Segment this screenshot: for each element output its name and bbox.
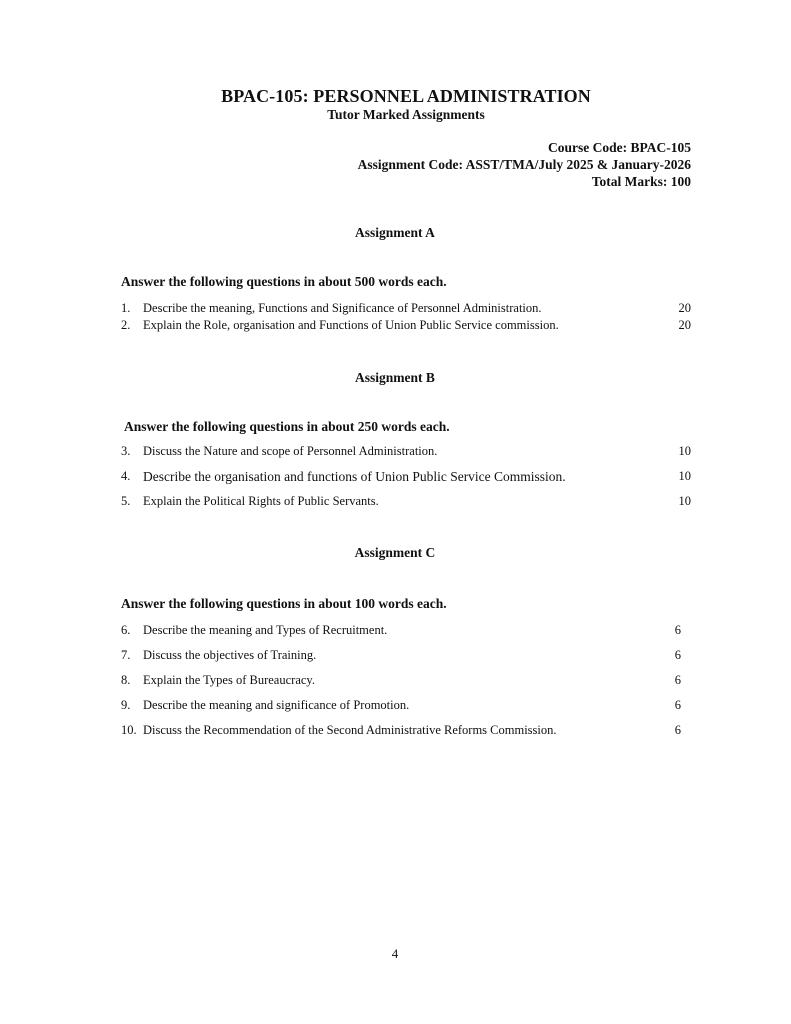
question-text: Discuss the Recommendation of the Second Administrative Reforms Commission. bbox=[143, 723, 557, 737]
course-code: Course Code: BPAC-105 bbox=[548, 140, 691, 155]
question-marks: 10 bbox=[678, 444, 691, 458]
document-title: BPAC-105: PERSONNEL ADMINISTRATION bbox=[221, 86, 591, 106]
question-item bbox=[121, 648, 691, 666]
question-item bbox=[121, 673, 691, 691]
question-marks: 6 bbox=[674, 723, 681, 737]
section-instruction-c: Answer the following questions in about 100 words each. bbox=[121, 596, 447, 611]
question-text: Explain the Role, organisation and Functions of Union Public Service commission. bbox=[143, 318, 559, 332]
assignment-code: Assignment Code: ASST/TMA/July 2025 & January-2026 bbox=[357, 157, 691, 172]
question-text: Describe the meaning, Functions and Significance of Personnel Administration. bbox=[143, 301, 542, 315]
question-text: Discuss the Nature and scope of Personnel Administration. bbox=[143, 444, 438, 458]
total-marks: Total Marks: 100 bbox=[591, 174, 691, 189]
question-number: 9. bbox=[121, 698, 131, 712]
question-item bbox=[121, 301, 691, 319]
document-subtitle: Tutor Marked Assignments bbox=[327, 107, 485, 122]
question-item bbox=[121, 318, 691, 336]
question-marks: 6 bbox=[674, 698, 681, 712]
section-instruction-a: Answer the following questions in about 500 words each. bbox=[121, 274, 447, 289]
question-number: 4. bbox=[121, 469, 131, 483]
question-text: Describe the meaning and Types of Recruitment. bbox=[143, 623, 388, 637]
question-text: Discuss the objectives of Training. bbox=[143, 648, 317, 662]
question-item bbox=[121, 623, 691, 641]
question-item bbox=[121, 723, 691, 741]
question-text: Describe the meaning and significance of Promotion. bbox=[143, 698, 410, 712]
question-marks: 6 bbox=[674, 673, 681, 687]
question-text: Describe the organisation and functions of Union Public Service Commission. bbox=[143, 469, 566, 484]
question-number: 1. bbox=[121, 301, 131, 315]
page-number: 4 bbox=[391, 946, 399, 961]
question-number: 5. bbox=[121, 494, 131, 508]
question-number: 2. bbox=[121, 318, 131, 332]
question-item bbox=[121, 444, 691, 462]
question-item bbox=[121, 698, 691, 716]
question-marks: 10 bbox=[678, 494, 691, 508]
question-number: 10. bbox=[121, 723, 137, 737]
question-number: 7. bbox=[121, 648, 131, 662]
section-heading-b: Assignment B bbox=[355, 370, 435, 385]
question-marks: 10 bbox=[678, 469, 691, 483]
question-marks: 20 bbox=[678, 318, 691, 332]
question-marks: 6 bbox=[674, 648, 681, 662]
question-item bbox=[121, 469, 691, 487]
question-marks: 6 bbox=[674, 623, 681, 637]
question-number: 8. bbox=[121, 673, 131, 687]
section-heading-a: Assignment A bbox=[355, 225, 435, 240]
question-number: 6. bbox=[121, 623, 131, 637]
section-instruction-b: Answer the following questions in about 250 words each. bbox=[124, 419, 450, 434]
question-text: Explain the Political Rights of Public Servants. bbox=[143, 494, 379, 508]
question-number: 3. bbox=[121, 444, 131, 458]
question-item bbox=[121, 494, 691, 512]
section-heading-c: Assignment C bbox=[354, 545, 436, 560]
question-text: Explain the Types of Bureaucracy. bbox=[143, 673, 315, 687]
question-marks: 20 bbox=[678, 301, 691, 315]
